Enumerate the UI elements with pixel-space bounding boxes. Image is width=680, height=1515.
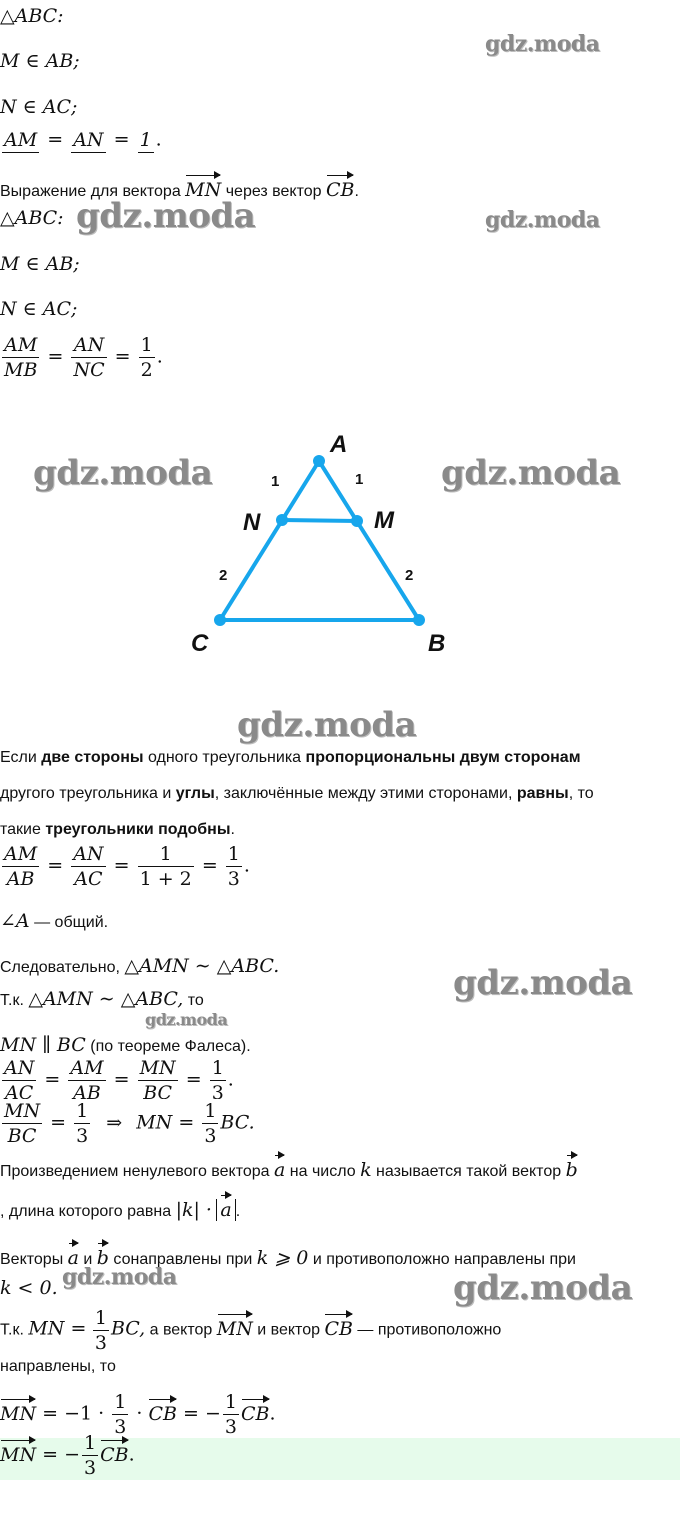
angle-a: ∠A xyxy=(0,910,30,932)
formula: = − xyxy=(42,1443,81,1466)
fraction-numerator: 1 xyxy=(211,1057,224,1079)
ratio-calculation: $\frac{AM}{AB}$ = $\frac{AN}{AC}$ = $\frac{1}{1 + 2}$ = $\frac{1}{3}$ . xyxy=(4,843,250,890)
triangle-abc xyxy=(220,461,419,620)
bold-text: пропорциональны двум сторонам xyxy=(305,749,581,766)
fraction-numerator: AN xyxy=(73,129,104,151)
label-mb-length: 2 xyxy=(405,567,414,584)
fraction-denominator: 3 xyxy=(204,1125,217,1147)
triangle-lines xyxy=(220,461,419,620)
formula: MN = xyxy=(28,1317,87,1340)
period: . xyxy=(155,128,162,151)
fraction-numerator: 1 xyxy=(224,1391,237,1413)
since-opposite-line-2: направлены, то xyxy=(0,1358,116,1375)
vector-cb: CB xyxy=(324,1309,353,1340)
segment-mn xyxy=(282,520,357,521)
watermark: gdz.moda xyxy=(237,705,417,745)
implies-arrow: ⇒ xyxy=(106,1111,123,1134)
bold-text: равны xyxy=(516,785,569,802)
fraction-denominator: 1 + 2 xyxy=(139,868,192,890)
fraction-denominator: AC xyxy=(5,1082,34,1099)
text: другого треугольника и xyxy=(0,785,176,802)
vector-cb: CB xyxy=(148,1394,177,1425)
point-n xyxy=(276,514,288,526)
watermark: gdz.moda xyxy=(485,207,600,233)
label-an-length: 1 xyxy=(271,473,280,490)
vector-cb: CB xyxy=(326,170,355,201)
vertex-a xyxy=(313,455,325,467)
definition-line-1 xyxy=(0,1150,578,1181)
since-similar xyxy=(0,988,204,1010)
fraction-denominator: 3 xyxy=(224,1416,237,1438)
period: . xyxy=(269,1402,276,1425)
definition-line-2 xyxy=(0,1190,240,1221)
label-a: A xyxy=(330,431,348,458)
fraction-numerator: AM xyxy=(2,333,39,358)
fraction-denominator: AC xyxy=(74,868,103,890)
fraction-numerator: MN xyxy=(139,1057,176,1079)
ratio-calculation-2: $\frac{AN}{AC}$ = $\frac{AM}{AB}$ = $\frac{MN}{BC}$ = $\frac{1}{3}$ . xyxy=(0,1056,234,1099)
watermark: gdz.moda xyxy=(76,196,256,236)
text: Т.к. xyxy=(0,992,29,1009)
point-m xyxy=(351,515,363,527)
fraction-numerator: AM xyxy=(4,129,38,151)
bold-text: углы xyxy=(175,785,215,802)
watermark: gdz.moda xyxy=(33,453,213,493)
given-n-in-ac-1: N ∈ AC; xyxy=(0,96,78,118)
formula: △AMN ∼ △ABC. xyxy=(124,955,280,977)
vector-a: a xyxy=(220,1190,231,1221)
fraction-denominator: MB xyxy=(4,359,38,381)
fraction-numerator: 1 xyxy=(139,129,152,151)
label-c: C xyxy=(191,630,209,657)
vector-b: b xyxy=(566,1150,578,1181)
codirection-line-2: k < 0. xyxy=(0,1277,58,1299)
fraction-numerator: 1 xyxy=(84,1432,97,1454)
given-ratio-1: AM = AN = 1 . xyxy=(4,128,162,151)
fraction-denominator: 3 xyxy=(76,1125,89,1147)
period: . xyxy=(354,183,359,200)
bold-text: две стороны xyxy=(41,749,144,766)
fraction-numerator: 1 xyxy=(94,1307,107,1329)
formula: |k| · xyxy=(175,1199,212,1221)
vertex-c xyxy=(214,614,226,626)
watermark: gdz.moda xyxy=(485,31,600,57)
vector-cb: CB xyxy=(100,1435,129,1466)
watermark: gdz.moda xyxy=(441,453,621,493)
text: и противоположно направлены при xyxy=(308,1251,576,1268)
text: (по теореме Фалеса). xyxy=(85,1038,251,1055)
final-answer xyxy=(0,1431,135,1480)
rule-line-2 xyxy=(0,785,594,803)
formula: k ⩾ 0 xyxy=(256,1247,309,1269)
period: . xyxy=(235,1203,241,1220)
fraction-numerator: 1 xyxy=(140,334,153,356)
bold-text: треугольники подобны xyxy=(45,821,231,838)
formula: BC. xyxy=(220,1111,255,1134)
similarity-conclusion xyxy=(0,955,279,977)
rule-line-1 xyxy=(0,749,581,767)
task-middle: через вектор xyxy=(225,183,322,200)
text: , длина которого равна xyxy=(0,1203,176,1220)
vector-cb: CB xyxy=(241,1394,270,1425)
vector-mn: MN xyxy=(185,170,221,201)
given-triangle-2: △ABC: xyxy=(0,207,64,229)
fraction-denominator: 3 xyxy=(227,868,240,890)
vector-b: b xyxy=(97,1238,109,1269)
label-am-length: 1 xyxy=(355,471,364,488)
fraction-denominator: AB xyxy=(6,868,35,890)
fraction-denominator: 3 xyxy=(114,1416,127,1438)
given-m-in-ab-2: M ∈ AB; xyxy=(0,253,80,275)
text: Произведением ненулевого вектора xyxy=(0,1163,274,1180)
period: . xyxy=(243,854,250,877)
given-m-in-ab-1: M ∈ AB; xyxy=(0,50,80,72)
label-nc-length: 2 xyxy=(219,567,228,584)
watermark: gdz.moda xyxy=(453,1268,633,1308)
fraction-denominator: 3 xyxy=(84,1457,97,1479)
fraction-numerator: 1 xyxy=(227,843,240,865)
triangle-vertices xyxy=(214,455,425,626)
mn-bc-calculation: $\frac{MN}{BC}$ = $\frac{1}{3}$ ⇒ MN = $\frac{1}{3}$ BC. xyxy=(4,1100,255,1147)
given-ratio-2: $\frac{AM}{MB}$ = $\frac{AN}{NC}$ = $\frac{1}{2}$ . xyxy=(4,334,163,381)
fraction-numerator: AN xyxy=(71,333,106,358)
text: — общий. xyxy=(29,914,109,931)
watermark: gdz.moda xyxy=(453,963,633,1003)
text: называется такой вектор xyxy=(371,1163,566,1180)
fraction-denominator: 3 xyxy=(211,1082,224,1099)
text: на число xyxy=(285,1163,361,1180)
text: Следовательно, xyxy=(0,959,125,976)
vector-a: a xyxy=(274,1150,285,1181)
watermark: gdz.moda xyxy=(62,1264,177,1290)
text: , то xyxy=(568,785,594,802)
fraction-numerator: AM xyxy=(4,843,38,865)
formula: = − xyxy=(183,1402,221,1425)
formula: △AMN ∼ △ABC, xyxy=(28,988,184,1010)
text: — противоположно xyxy=(352,1321,502,1339)
formula: MN = xyxy=(136,1111,195,1134)
vector-mn: MN xyxy=(217,1309,253,1340)
formula: = −1 · xyxy=(42,1402,105,1425)
fraction-numerator: AN xyxy=(73,843,104,865)
label-n: N xyxy=(243,509,261,536)
fraction-numerator: AM xyxy=(70,1057,104,1079)
text: , заключённые между этими сторонами, xyxy=(214,785,517,802)
period: . xyxy=(128,1443,135,1466)
task-prefix: Выражение для вектора xyxy=(0,183,181,200)
label-m: M xyxy=(374,507,394,534)
vector-a: a xyxy=(68,1238,79,1269)
rule-line-3 xyxy=(0,821,235,839)
text: а вектор xyxy=(145,1321,217,1339)
text: то xyxy=(183,992,204,1009)
text: сонаправлены при xyxy=(108,1251,257,1268)
fraction-numerator: 1 xyxy=(138,842,194,867)
fraction-numerator: MN xyxy=(4,1100,41,1122)
fraction-denominator: 3 xyxy=(94,1332,107,1354)
vertex-b xyxy=(413,614,425,626)
formula: · xyxy=(136,1402,143,1425)
text: и вектор xyxy=(252,1321,325,1339)
fraction-denominator: BC xyxy=(143,1082,173,1099)
text: Т.к. xyxy=(0,1321,29,1339)
common-angle xyxy=(0,910,108,932)
text: Векторы xyxy=(0,1251,68,1268)
text: одного треугольника xyxy=(143,749,306,766)
fraction-denominator: BC xyxy=(7,1125,37,1147)
vector-mn: MN xyxy=(0,1394,36,1425)
text: и xyxy=(78,1251,97,1268)
period: . xyxy=(156,345,163,368)
label-b: B xyxy=(428,630,446,657)
text: . xyxy=(230,821,235,838)
fraction-denominator: NC xyxy=(73,359,105,381)
fraction-numerator: 1 xyxy=(114,1391,127,1413)
triangle-diagram xyxy=(180,420,470,670)
formula: MN ∥ BC xyxy=(0,1034,86,1056)
fraction-denominator: AB xyxy=(73,1082,101,1099)
fraction-denominator: 2 xyxy=(140,359,153,381)
fraction-numerator: 1 xyxy=(76,1100,89,1122)
given-triangle-1: △ABC: xyxy=(0,5,64,27)
since-opposite-line-1 xyxy=(0,1306,501,1355)
watermark: gdz.moda xyxy=(145,1010,228,1029)
fraction-numerator: 1 xyxy=(204,1100,217,1122)
period: . xyxy=(227,1068,234,1091)
given-n-in-ac-2: N ∈ AC; xyxy=(0,298,78,320)
formula: BC, xyxy=(110,1317,146,1340)
text: Если xyxy=(0,749,42,766)
fraction-numerator: AN xyxy=(4,1057,35,1079)
vector-mn: MN xyxy=(0,1435,36,1466)
parallel-statement xyxy=(0,1034,251,1056)
variable-k: k xyxy=(360,1159,372,1181)
text: такие xyxy=(0,821,46,838)
